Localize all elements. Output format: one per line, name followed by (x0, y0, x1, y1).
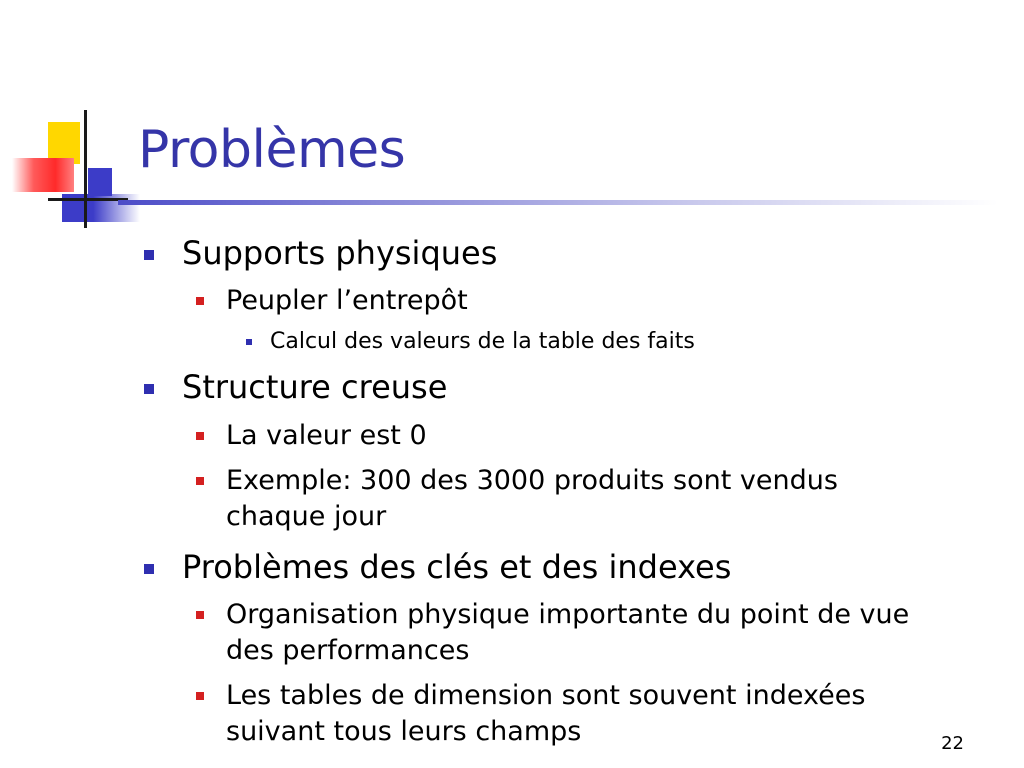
bullet-text-line: des performances (226, 635, 470, 666)
bullet-text-line: chaque jour (226, 501, 387, 532)
bullet-square-icon (196, 297, 204, 305)
slide-title: Problèmes (138, 120, 406, 180)
bullet-item (196, 597, 909, 669)
bullet-item (196, 463, 838, 535)
bullet-text-line: Organisation physique importante du point de vue (226, 599, 910, 630)
bullet-text: Problèmes des clés et des indexes (182, 548, 732, 586)
bullet-item (144, 368, 447, 406)
bullet-item (196, 678, 865, 750)
bullet-square-icon (196, 477, 204, 485)
bullet-square-icon (196, 432, 204, 440)
bullet-text-line: Exemple: 300 des 3000 produits sont vendus (226, 465, 838, 496)
bullet-text-line: suivant tous leurs champs (226, 716, 582, 747)
bullet-text-line: Les tables de dimension sont souvent indexées (226, 680, 866, 711)
bullet-square-icon (144, 564, 154, 574)
bullet-square-icon (144, 250, 154, 260)
bullet-item (144, 548, 731, 586)
bullet-square-icon (196, 692, 204, 700)
bullet-square-icon (144, 384, 154, 394)
bullet-text: Structure creuse (182, 368, 448, 406)
bullet-text: Supports physiques (182, 234, 498, 272)
bullet-item (246, 328, 695, 356)
bullet-text: Calcul des valeurs de la table des faits (270, 329, 695, 354)
bullet-square-icon (196, 611, 204, 619)
bullet-text: La valeur est 0 (226, 420, 427, 451)
bullet-item (196, 283, 468, 319)
bullet-item (144, 234, 497, 272)
bullet-text: Peupler l’entrepôt (226, 285, 468, 316)
bullet-square-icon (246, 339, 252, 345)
bullet-item (196, 418, 427, 454)
page-number: 22 (941, 733, 964, 754)
